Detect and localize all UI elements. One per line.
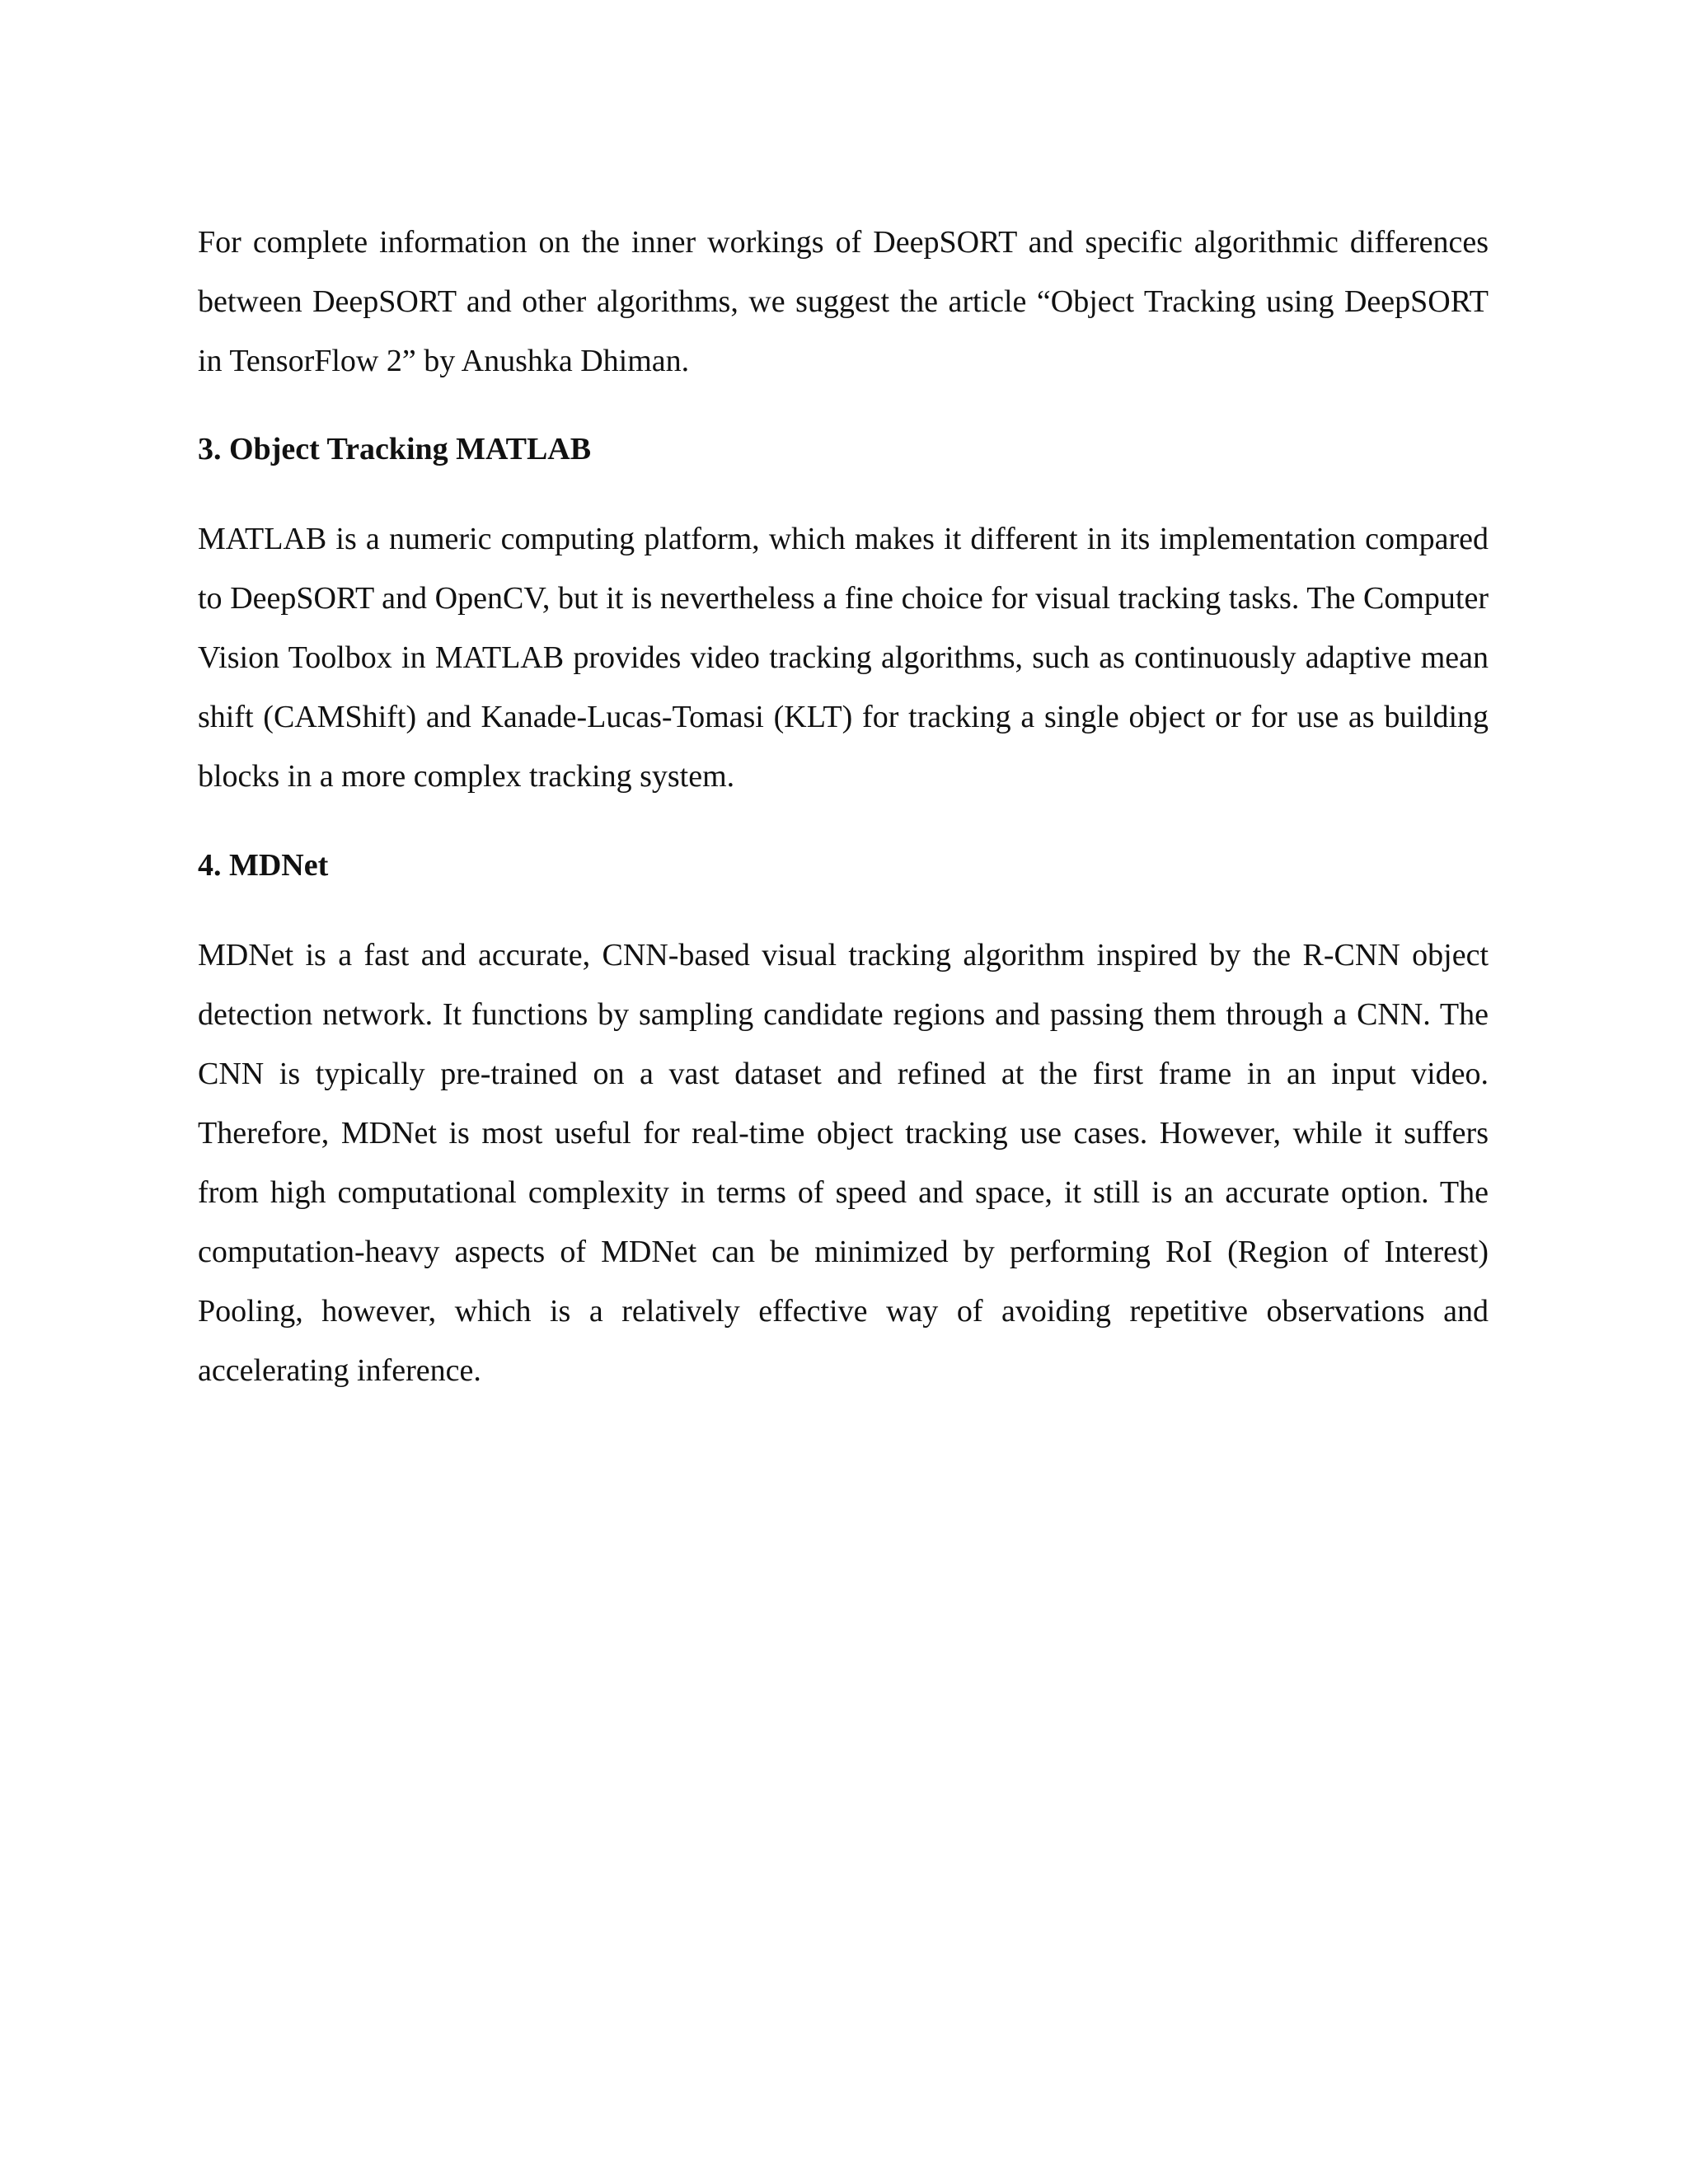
section-heading-mdnet: 4. MDNet bbox=[198, 848, 329, 883]
section-heading-object-tracking-matlab: 3. Object Tracking MATLAB bbox=[198, 432, 592, 466]
document-page bbox=[198, 213, 1489, 1400]
intro-paragraph: For complete information on the inner workings of DeepSORT and specific algorithmic differences between DeepSORT and other algorithms, we suggest the article “Object Tracking using DeepSORT in TensorFlow 2” by Anushka Dhiman. bbox=[198, 225, 1489, 378]
matlab-paragraph: MATLAB is a numeric computing platform, which makes it different in its implementation compared to DeepSORT and OpenCV, but it is nevertheless a fine choice for visual tracking tasks. The Computer Vision Toolbox in MATLAB provides video tracking algorithms, such as continuously adaptive mean shift (CAMShift) and Kanade-Lucas-Tomasi (KLT) for tracking a single object or for use as building blocks in a more complex tracking system. bbox=[198, 522, 1489, 794]
mdnet-paragraph: MDNet is a fast and accurate, CNN-based visual tracking algorithm inspired by the R-CNN object detection network. It functions by sampling candidate regions and passing them through a CNN. The CNN is typically pre-trained on a vast dataset and refined at the first frame in an input video. Therefore, MDNet is most useful for real-time object tracking use cases. However, while it suffers from high computational complexity in terms of speed and space, it still is an accurate option. The computation-heavy aspects of MDNet can be minimized by performing RoI (Region of Interest) Pooling, however, which is a relatively effective way of avoiding repetitive observations and accelerating inference. bbox=[198, 938, 1489, 1388]
